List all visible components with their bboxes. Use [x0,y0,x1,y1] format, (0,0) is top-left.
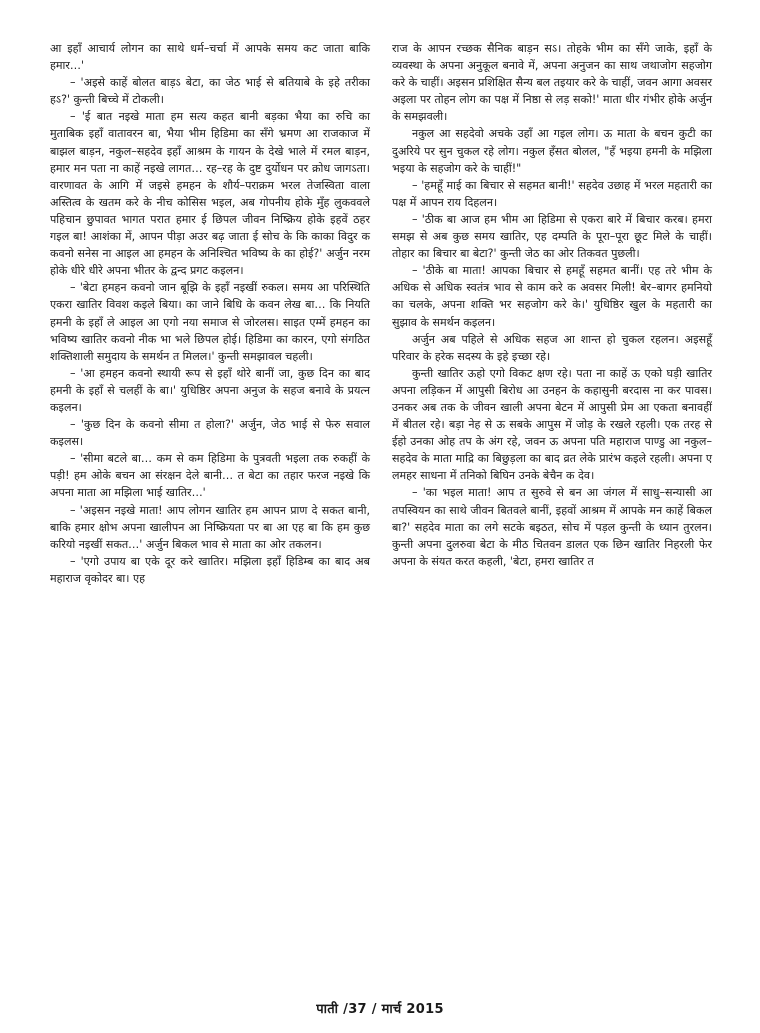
paragraph: – 'का भइल माता! आप त सुरुवे से बन आ जंगल में साधु–सन्यासी आ तपस्वियन का साथे जीवन बितवले बानीं, इहवों आश्रम में आपके मन काहें बिकल बा?' सहदेव माता का लगे सटके बइठत, सोच में पड़ल कुन्ती के ध्यान तुरलन। कुन्ती अपना दुलरुवा बेटा के मीठ चितवन डालत एक छिन खातिर निहरली फेर अपना के संयत करत कहली, 'बेटा, हमरा खातिर त [392,486,712,568]
paragraph: – 'अइसन नइखे माता! आप लोगन खातिर हम आपन प्राण दे सकत बानी, बाकि हमार क्षोभ अपना खालीपन आ निष्क्रियता पर बा आ एह बा कि हम कुछ करियो नइखीं सकत…' अर्जुन बिकल भाव से माता का ओर तकलन। [50,503,370,551]
paragraph: – 'सीमा बटले बा… कम से कम हिडिमा के पुत्रवती भइला तक रुकहीं के पड़ी! हम ओके बचन आ संरक्षन देले बानी… त बेटा का तहार फरज नइखे कि अपना माता आ मझिला भाई खातिर…' [50,452,370,500]
paragraph: – 'ठीक बा आज हम भीम आ हिडिमा से एकरा बारे में बिचार करब। हमरा समझ से अब कुछ समय खातिर, एह दम्पति के पूरा–पूरा छूट मिले के चाहीं। तोहार का बिचार बा बेटा?' कुन्ती जेठ का ओर तिकवत पुछली। [392,212,712,261]
paragraph: नकुल आ सहदेवो अचके उहाँ आ गइल लोग। ऊ माता के बचन कुटी का दुअरिये पर सुन चुकल रहे लोग। नकुल हँसत बोलल, "हँ भइया हमनी के मझिला भइया के सहजोग करे के चाहीं!" [392,127,712,175]
paragraph: – 'एगो उपाय बा एके दूर करे खातिर। मझिला इहाँ हिडिम्ब का बाद अब महाराज वृकोदर बा। एह [50,554,370,585]
paragraph: – 'अइसे काहें बोलत बाड़ऽ बेटा, का जेठ भाई से बतियाबे के इहे तरीका हऽ?' कुन्ती बिच्चे में टोकली। [50,76,370,107]
paragraph: कुन्ती खातिर ऊहो एगो विकट क्षण रहे। पता ना काहें ऊ एको घड़ी खातिर अपना लड़िकन में आपुसी बिरोध आ उनहन के कहासुनी बरदास ना कर पावस। उनकर अब तक के जीवन खाली अपना बेटन में आपुसी प्रेम आ एकता बनावहीं में बीतल रहे। बड़ा नेह से ऊ सबके आपुस में जोड़ के रखले रहली। एक तरह से ईहो उनका ओह तप के अंग रहे, जवन ऊ अपना पति महाराज पाण्डु आ नकुल–सहदेव के माता माद्रि का बिछुड़ला का बाद व्रत लेके प्रारंभ कइले रहली। अपना ए लमहर साधना में तनिको बिघिन उनके बेचैन क देव। [392,366,712,483]
paragraph: अर्जुन अब पहिले से अधिक सहज आ शान्त हो चुकल रहलन। अइसहूँ परिवार के हरेक सदस्य के इहे इच्छा रहे। [392,332,712,363]
page-footer: पाती /37 / मार्च 2015 [316,1002,444,1017]
paragraph: – 'हमहूँ माई का बिचार से सहमत बानी!' सहदेव उछाह में भरल महतारी का पक्ष में आपन राय दिहलन। [392,178,712,209]
right-column [392,40,712,570]
paragraph: – 'बेटा हमहन कवनो जान बूझि के इहाँ नइखीं रुकल। समय आ परिस्थिति एकरा खातिर विवश कइले बिया। का जाने बिधि के कवन लेख बा… कि नियति हमनी के इहाँ ले आइल आ एगो नया समाज से जोरलस। साइत एम्में हमहन का भविष्य खातिर कवनो नीक भा भले छिपल होई। हिडिमा का कारन, एगो संगठित शक्तिशाली समुदाय के समर्थन त मिलल।' कुन्ती समझावल चहली। [50,281,370,363]
paragraph: आ इहाँ आचार्य लोगन का साथे धर्म–चर्चा में आपके समय कट जाता बाकि हमार…' [50,42,370,73]
paragraph: – 'कुछ दिन के कवनो सीमा त होला?' अर्जुन, जेठ भाई से फेरु सवाल कइलस। [50,418,370,449]
paragraph: – 'आ हमहन कवनो स्थायी रूप से इहाँ थोरे बानीं जा, कुछ दिन का बाद हमनी के इहाँ से चलहीं के बा।' युधिष्ठिर अपना अनुज के सहज बनावे के प्रयत्न कइलन। [50,366,370,414]
paragraph: – 'ई बात नइखे माता हम सत्य कहत बानी बड़का भैया का रुचि का मुताबिक इहाँ वातावरन बा, भैया भीम हिडिमा का सँगे भ्रमण आ राजकाज में बाझल बाड़न, नकुल–सहदेव इहाँ आश्रम के गायन के देखे भाले में रमल बाड़न, हमार मन पता ना काहें नइखे लागत… रह–रह के दुष्ट दुर्योधन पर क्रोध जागऽता। वारणावत के आगि में जइसे हमहन के शौर्य–पराक्रम भरल तेजस्विता वाला अस्तित्व के खतम करे के नीच कोसिस भइल, अब गोपनीय होके मुँह लुकववले पहिचान छुपावत भागत परात हमार ई छिपल जीवन निष्क्रिय होके इहवें ठहर गइल बा! आशंका में, आपन पीड़ा अउर बढ़ जाता ई सोच के कि काका विदुर क कवनो सनेस ना आइल आ हमहन के अनिश्चित भविष्य के का होई?' अर्जुन नरम होके धीरे धीरे अपना भीतर के द्वन्द प्रगट कइलन। [50,110,370,278]
paragraph: – 'ठीके बा माता! आपका बिचार से हमहूँ सहमत बानीं। एह तरे भीम के अधिक से अधिक स्वतंत्र भाव से काम करे क अवसर मिली! बेर–बागर हमनियो का चलके, अपना शक्ति भर सहजोग करे के।' युधिष्ठिर खुल के महतारी का सुझाव के समर्थन कइलन। [392,264,712,329]
left-column [50,40,370,587]
paragraph: राज के आपन रच्छक सैनिक बाड़न सऽ। तोहके भीम का सँगे जाके, इहाँ के व्यवस्था के अपना अनुकूल बनावे में, अपना अनुजन का साथ जथाजोग सहजोग करे के चाहीं। अइसन प्रशिक्षित सैन्य बल तइयार करे के चाहीं, जवन आगा अवसर अइला पर तोहन लोग का पक्ष में निष्ठा से लड़ सको!' माता धीर गंभीर होके अर्जुन के समझवली। [392,42,712,124]
